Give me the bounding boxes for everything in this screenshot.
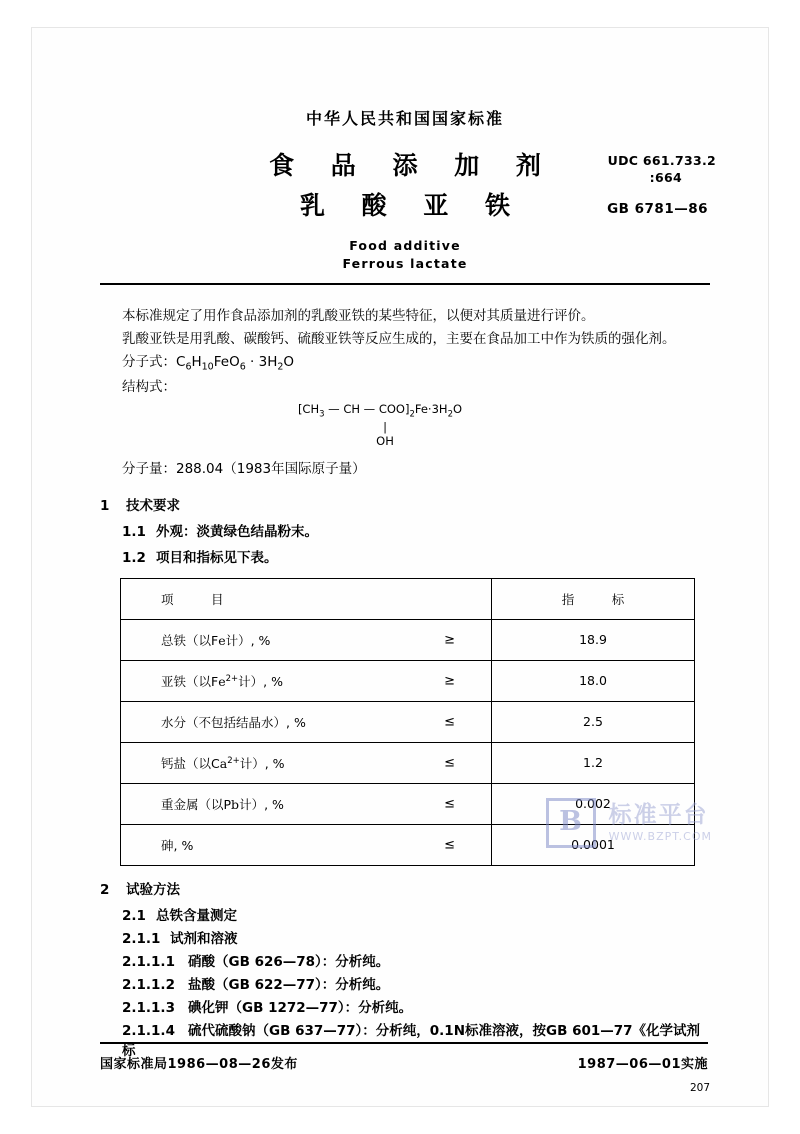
document-sheet — [32, 28, 768, 1106]
molecular-formula-row — [122, 351, 710, 376]
table-row — [121, 783, 695, 824]
table-row — [121, 619, 695, 660]
section-1-1-text: 外观：淡黄绿色结晶粉末。 — [156, 523, 318, 540]
section-1-title: 技术要求 — [126, 497, 180, 514]
section-2-1-1-1-text: 硝酸（GB 626—78）：分析纯。 — [188, 953, 390, 970]
section-1-number: 1 — [100, 497, 110, 514]
intro-paragraph-2: 乳酸亚铁是用乳酸、碳酸钙、硫酸亚铁等反应生成的，主要在食品加工中作为铁质的强化剂。 — [122, 331, 676, 348]
section-1-1-number: 1.1 — [122, 523, 146, 540]
header-divider — [100, 283, 710, 285]
section-1-1 — [122, 520, 710, 540]
table-cell-item: 亚铁（以$Fe^{2+}$计）, % ≥ — [121, 660, 492, 701]
watermark-url: WWW.BZPT.COM — [608, 830, 712, 844]
english-title — [100, 237, 710, 275]
main-title-line1: 食 品 添 加 剂 — [269, 151, 555, 180]
table-cell-item: 砷, % ≤ — [121, 824, 492, 865]
english-title-line2: Ferrous lactate — [342, 256, 468, 272]
section-2-heading — [100, 878, 710, 898]
section-2-1 — [122, 904, 710, 924]
table-cell-value: 0.0001 — [492, 824, 695, 865]
section-2-1-1-number: 2.1.1 — [122, 930, 161, 947]
table-cell-item: 钙盐（以$Ca^{2+}$计）, % ≤ — [121, 742, 492, 783]
section-2-1-1-3 — [122, 996, 710, 1016]
section-1-heading — [100, 494, 710, 514]
table-cell-item: 水分（不包括结晶水）, % ≤ — [121, 701, 492, 742]
table-cell-operator: ≤ — [444, 755, 455, 771]
table-cell-value: 18.9 — [492, 619, 695, 660]
table-cell-value: 0.002 — [492, 783, 695, 824]
section-2-1-1-4-text: 硫代硫酸钠（GB 637—77）：分析纯，0.1N标准溶液，按GB 601—77《化学试剂 标 — [122, 1022, 714, 1059]
section-2-1-1-2-number: 2.1.1.2 — [122, 976, 175, 993]
document-content — [100, 88, 716, 1059]
udc-line1: UDC 661.733.2 — [607, 153, 716, 168]
table-row — [121, 824, 695, 865]
udc-line2: :664 — [649, 169, 682, 185]
structural-formula-label: 结构式： — [122, 379, 176, 396]
structural-formula-line1: [$CH_3$ — CH — $COO]_2Fe\cdot 3H_2O$ — [297, 401, 463, 419]
udc-code — [608, 153, 716, 187]
section-2-1-1-3-text: 碘化钾（GB 1272—77）：分析纯。 — [188, 999, 413, 1016]
section-2-1-1-3-number: 2.1.1.3 — [122, 999, 175, 1016]
section-1-2-text: 项目和指标见下表。 — [156, 549, 278, 566]
section-2-1-1-2 — [122, 973, 710, 993]
section-2-1-1-4-number: 2.1.1.4 — [122, 1022, 175, 1039]
table-header-item-label: 项 目 — [161, 591, 224, 607]
english-title-line1: Food additive — [349, 237, 461, 253]
table-cell-item: 重金属（以Pb计）, % ≤ — [121, 783, 492, 824]
table-cell-item: 总铁（以Fe计）, % ≥ — [121, 619, 492, 660]
table-cell-value: 18.0 — [492, 660, 695, 701]
section-2-1-1-2-text: 盐酸（GB 622—77）：分析纯。 — [188, 976, 390, 993]
table-cell-operator: ≤ — [444, 837, 455, 853]
section-2-1-1-1-number: 2.1.1.1 — [122, 953, 175, 970]
section-2-1-1 — [122, 927, 710, 947]
structural-formula-bond: | — [383, 419, 387, 434]
page-number: 207 — [689, 1082, 710, 1094]
footer — [100, 1053, 708, 1072]
specification-table-wrapper — [120, 578, 695, 866]
footer-divider — [100, 1042, 708, 1044]
section-1-2-number: 1.2 — [122, 549, 146, 566]
table-cell-value: 2.5 — [492, 701, 695, 742]
molecular-weight: 分子量：288.04（1983年国际原子量） — [122, 461, 366, 478]
structural-formula-line2: OH — [376, 433, 394, 448]
section-2-1-1-text: 试剂和溶液 — [170, 930, 238, 947]
table-cell-operator: ≥ — [444, 632, 455, 648]
table-row — [121, 660, 695, 701]
table-header-row — [121, 578, 695, 619]
section-2-1-number: 2.1 — [122, 907, 146, 924]
table-row — [121, 742, 695, 783]
table-header-spec-label: 指 标 — [561, 591, 625, 607]
table-cell-value: 1.2 — [492, 742, 695, 783]
national-standard-header: 中华人民共和国国家标准 — [305, 109, 504, 128]
specification-table — [120, 578, 695, 866]
table-cell-operator: ≤ — [444, 796, 455, 812]
section-2-1-1-1 — [122, 950, 710, 970]
molecular-formula-value: $C_6H_{10}FeO_6 \cdot 3H_2O$ — [176, 354, 295, 374]
table-header-spec — [492, 578, 695, 619]
section-2-1-text: 总铁含量测定 — [156, 907, 237, 924]
table-header-item — [121, 578, 492, 619]
footer-effective-date: 1987—06—01实施 — [577, 1057, 708, 1072]
table-row — [121, 701, 695, 742]
standard-number: GB 6781—86 — [607, 201, 708, 217]
table-cell-operator: ≤ — [444, 714, 455, 730]
section-1-2 — [122, 546, 710, 566]
intro-paragraph-1: 本标准规定了用作食品添加剂的乳酸亚铁的某些特征，以便对其质量进行评价。 — [122, 308, 595, 324]
watermark-cn: 标准平台 — [608, 801, 709, 828]
title-block — [100, 149, 716, 272]
intro-body — [100, 305, 710, 482]
main-title-line2: 乳 酸 亚 铁 — [299, 190, 525, 220]
section-2-title: 试验方法 — [126, 881, 180, 898]
molecular-formula-label: 分子式： — [122, 354, 176, 371]
section-2-number: 2 — [100, 881, 110, 898]
watermark-logo-icon: B — [546, 798, 596, 848]
table-cell-operator: ≥ — [444, 673, 455, 689]
footer-issue-date: 国家标准局1986—08—26发布 — [100, 1057, 298, 1072]
structural-formula — [100, 402, 710, 449]
